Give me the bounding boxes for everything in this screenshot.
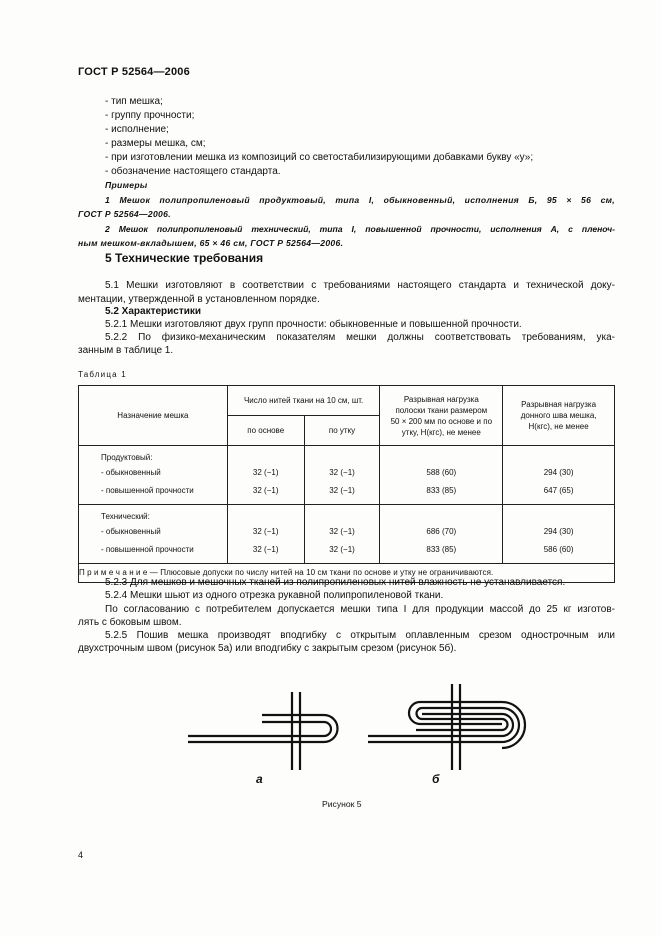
list-item-standard: - обозначение настоящего стандарта. — [105, 166, 281, 177]
list-item-stabilizer: - при изготовлении мешка из композиций со светостабилизирующими добавками букву «у»; — [105, 152, 534, 163]
example-1-line-1: 1 Мешок полипропиленовый продуктовый, типа I, обыкновенный, исполнения Б, 95 × 56 см, — [105, 195, 615, 205]
para-5-2-4b-line-1: По согласованию с потребителем допускается мешки типа I для продукции массой до 25 кг изготов- — [105, 604, 615, 615]
header-warp: по основе — [227, 416, 304, 446]
figure-5b-drawing — [368, 684, 525, 770]
list-item-strength: - группу прочности; — [105, 110, 195, 121]
row-name: - повышенной прочности — [101, 486, 194, 495]
para-5-2-4b-line-2: лять с боковым швом. — [78, 617, 182, 628]
para-5-2-5-line-2: двухстрочным швом (рисунок 5а) или вподгибку с закрытым срезом (рисунок 5б). — [78, 643, 457, 654]
header-seam-load: Разрывная нагрузка донного шва мешка, Н(кгс), не менее — [503, 386, 615, 446]
document-header: ГОСТ Р 52564—2006 — [78, 66, 190, 78]
figure-5 — [180, 678, 540, 778]
table-row: Технический: - обыкновенный - повышенной прочности 32 (−1) 32 (−1) 32 (−1) 32 (−1) 686 (70) 833 (85) 294 (30) 586 (60) — [79, 505, 615, 564]
row-name: - обыкновенный — [101, 468, 161, 477]
table-1 — [78, 385, 615, 583]
group-title: Технический: — [101, 512, 150, 521]
para-5-2-2-line-1: 5.2.2 По физико-механическим показателям мешки должны соответствовать требованиям, ука- — [105, 332, 615, 343]
para-5-2-5-line-1: 5.2.5 Пошив мешка производят вподгибку с открытым оплавленным срезом однострочным или — [105, 630, 615, 641]
para-5-1-line-1: 5.1 Мешки изготовляют в соответствии с требованиями настоящего стандарта и технической доку- — [105, 280, 615, 291]
figure-label-b: б — [432, 772, 440, 786]
header-threads: Число нитей ткани на 10 см, шт. — [227, 386, 380, 416]
list-item-version: - исполнение; — [105, 124, 169, 135]
para-5-1-line-2: ментации, утвержденной в установленном порядке. — [78, 294, 320, 305]
example-2-line-1: 2 Мешок полипропиленовый технический, типа I, повышенной прочности, исполнения А, с пленоч- — [105, 224, 615, 234]
section-5-heading: 5 Технические требования — [105, 251, 264, 265]
header-strip-load: Разрывная нагрузка полоски ткани размером 50 × 200 мм по основе и по утку, Н(кгс), не менее — [380, 386, 503, 446]
row-name: - повышенной прочности — [101, 545, 194, 554]
para-5-2-heading: 5.2 Характеристики — [105, 306, 202, 317]
para-5-2-4: 5.2.4 Мешки шьют из одного отрезка рукавной полипропиленовой ткани. — [105, 590, 444, 601]
list-item-size: - размеры мешка, см; — [105, 138, 206, 149]
para-5-2-3: 5.2.3 Для мешков и мешочных тканей из полипропиленовых нитей влажность не устанавливается. — [105, 577, 566, 588]
header-purpose: Назначение мешка — [79, 386, 228, 446]
figure-caption: Рисунок 5 — [322, 799, 362, 809]
group-title: Продуктовый: — [101, 453, 153, 462]
example-2-line-2: ным мешком-вкладышем, 65 × 46 см, ГОСТ Р 52564—2006. — [78, 238, 344, 248]
table-note: П р и м е ч а н и е — Плюсовые допуски по числу нитей на 10 см ткани по основе и утку не ограничиваются. — [79, 564, 615, 583]
figure-label-a: а — [256, 772, 263, 786]
row-name: - обыкновенный — [101, 527, 161, 536]
table-caption: Таблица 1 — [78, 370, 127, 379]
page-number: 4 — [78, 850, 84, 860]
para-5-2-2-line-2: занным в таблице 1. — [78, 345, 174, 356]
examples-title: Примеры — [105, 180, 148, 190]
example-1-line-2: ГОСТ Р 52564—2006. — [78, 209, 171, 219]
header-weft: по утку — [304, 416, 380, 446]
para-5-2-1: 5.2.1 Мешки изготовляют двух групп прочности: обыкновенные и повышенной прочности. — [105, 319, 522, 330]
figure-5a-drawing — [188, 692, 338, 770]
list-item-type: - тип мешка; — [105, 96, 163, 107]
table-row: Продуктовый: - обыкновенный - повышенной прочности 32 (−1) 32 (−1) 32 (−1) 32 (−1) 588 (60) 833 (85) 294 (30) 647 (65) — [79, 446, 615, 505]
